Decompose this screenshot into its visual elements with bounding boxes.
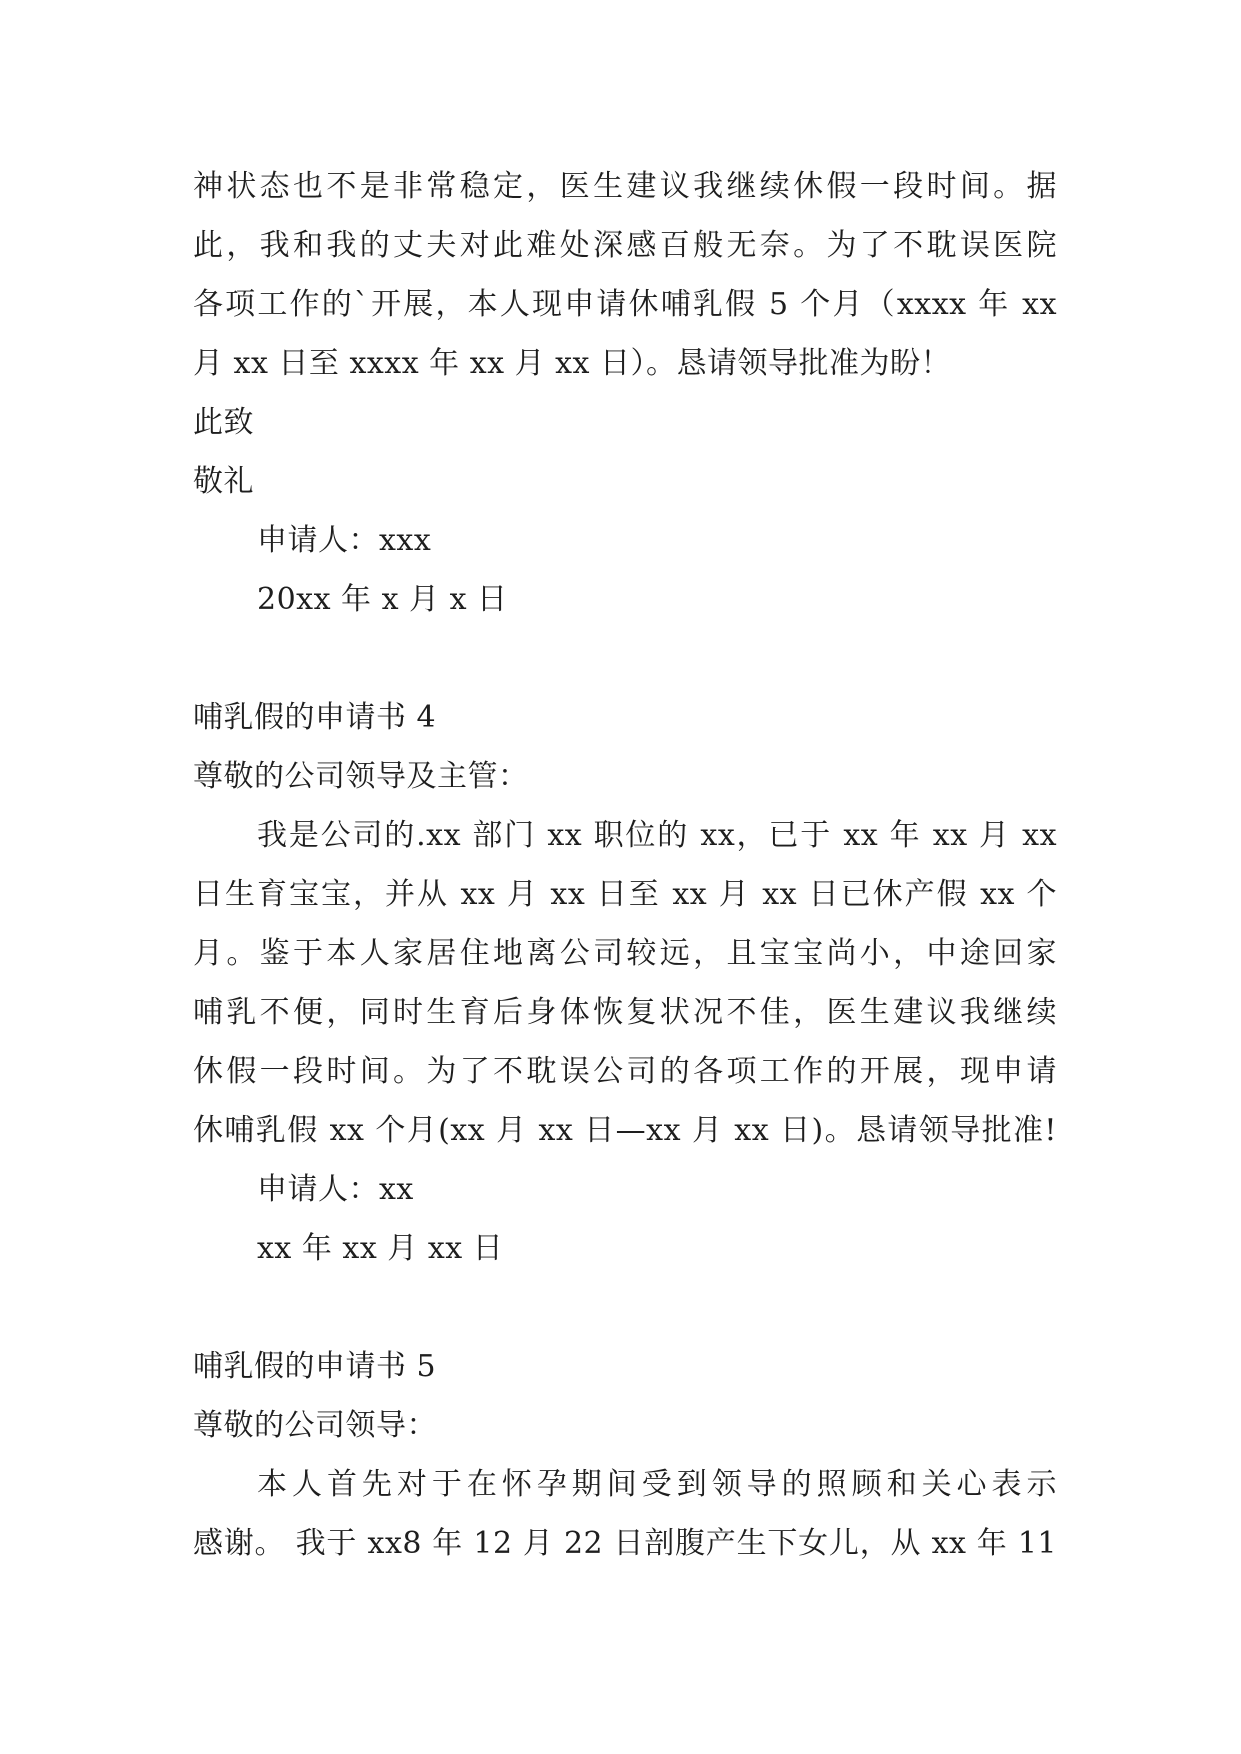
letter-greeting: 尊敬的公司领导及主管： <box>193 759 529 794</box>
paragraph-line: 休哺乳假 xx 个月(xx 月 xx 日—xx 月 xx 日)。恳请领导批准! <box>193 1113 1057 1148</box>
paragraph-line: 哺乳不便，同时生育后身体恢复状况不佳，医生建议我继续 <box>193 995 1057 1030</box>
paragraph-line: 月。鉴于本人家居住地离公司较远，且宝宝尚小，中途回家 <box>193 936 1057 971</box>
letter-title: 哺乳假的申请书 5 <box>193 1349 437 1384</box>
applicant-signature: 申请人：xxx <box>257 523 432 558</box>
paragraph-line: 此，我和我的丈夫对此难处深感百般无奈。为了不耽误医院 <box>193 228 1057 263</box>
paragraph-line: 本人首先对于在怀孕期间受到领导的照顾和关心表示 <box>257 1467 1057 1502</box>
paragraph-line: 日生育宝宝，并从 xx 月 xx 日至 xx 月 xx 日已休产假 xx 个 <box>193 877 1057 912</box>
paragraph-line: 休假一段时间。为了不耽误公司的各项工作的开展，现申请 <box>193 1054 1057 1089</box>
letter-date: 20xx 年 x 月 x 日 <box>257 582 508 617</box>
paragraph-line: 月 xx 日至 xxxx 年 xx 月 xx 日）。恳请领导批准为盼！ <box>193 346 951 381</box>
spacer <box>193 1278 1057 1337</box>
letter-title: 哺乳假的申请书 4 <box>193 700 437 735</box>
closing-phrase: 此致 <box>193 405 254 440</box>
salutation: 敬礼 <box>193 464 254 499</box>
paragraph-line: 感谢。 我于 xx8 年 12 月 22 日剖腹产生下女儿，从 xx 年 11 <box>193 1526 1057 1561</box>
letter-date: xx 年 xx 月 xx 日 <box>257 1231 504 1266</box>
paragraph-line: 我是公司的.xx 部门 xx 职位的 xx，已于 xx 年 xx 月 xx <box>257 818 1057 853</box>
letter-greeting: 尊敬的公司领导： <box>193 1408 437 1443</box>
document-body <box>193 157 1057 1573</box>
applicant-signature: 申请人：xx <box>257 1172 414 1207</box>
paragraph-line: 神状态也不是非常稳定，医生建议我继续休假一段时间。据 <box>193 169 1057 204</box>
paragraph-line: 各项工作的`开展，本人现申请休哺乳假 5 个月（xxxx 年 xx <box>193 287 1057 322</box>
spacer <box>193 629 1057 688</box>
